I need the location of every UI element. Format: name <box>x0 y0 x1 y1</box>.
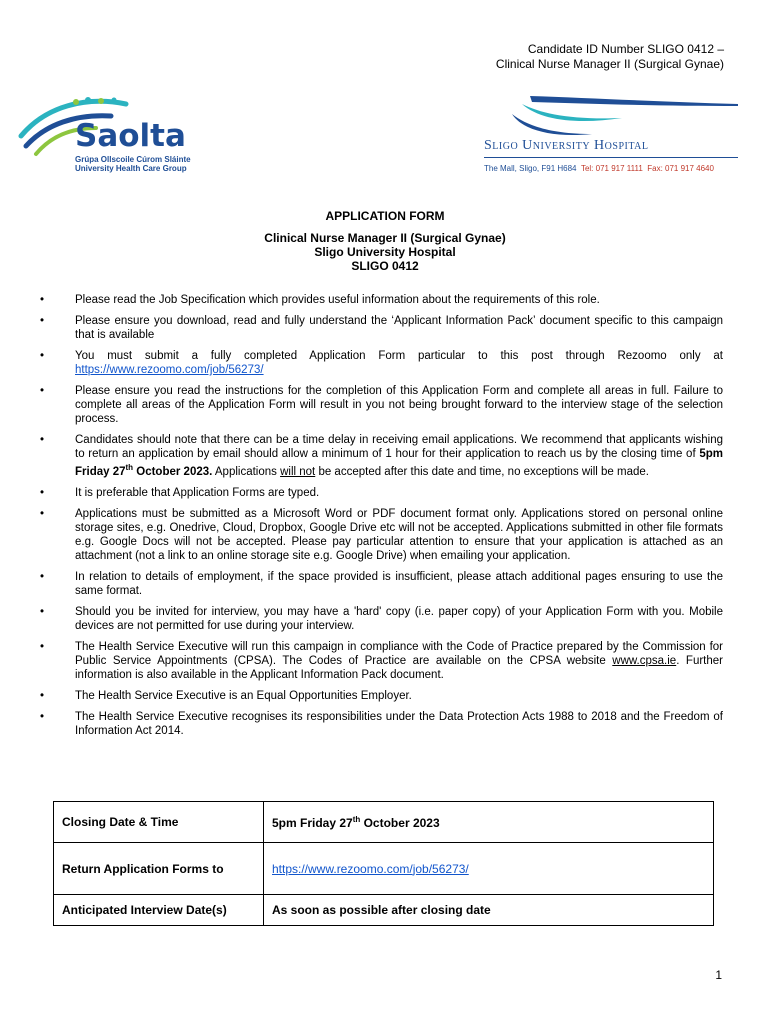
instruction-text: Please read the Job Specification which provides useful information about the requirements of this role. <box>75 294 600 306</box>
closing-date-label: Closing Date & Time <box>54 802 264 843</box>
list-item <box>40 640 723 682</box>
instruction-text: It is preferable that Application Forms are typed. <box>75 486 320 499</box>
bullet-icon: • <box>40 640 45 653</box>
instruction-text: You must submit a fully completed Application Form particular to this post through Rezoomo only at <box>75 350 723 362</box>
candidate-post-line: Clinical Nurse Manager II (Surgical Gynae) <box>495 57 724 71</box>
list-item <box>40 486 723 500</box>
saolta-logo-subtitle-english: University Health Care Group <box>75 164 187 173</box>
instruction-text: Applications <box>212 465 281 478</box>
hospital-address <box>484 164 714 173</box>
candidate-id-header <box>496 42 724 72</box>
list-item <box>40 570 723 598</box>
list-item <box>40 293 723 307</box>
instruction-text: Please ensure you read the instructions for the completion of this Application Form and complete all areas in full. Failure to complete all areas of the Application Form will result in you not being brought forward to the interview stage of the selection process. <box>75 385 723 425</box>
instruction-text: be accepted after this date and time, no exceptions will be made. <box>315 465 649 478</box>
rezoomo-table-link[interactable]: https://www.rezoomo.com/job/56273/ <box>272 861 469 876</box>
hospital-telephone: Tel: 071 917 1111 <box>580 164 643 173</box>
list-item <box>40 384 723 426</box>
closing-date-value <box>264 802 714 843</box>
instruction-text: The Health Service Executive is an Equal Opportunities Employer. <box>75 689 412 702</box>
instruction-text: The Health Service Executive recognises its responsibilities under the Data Protection Acts 1988 to 2018 and the Freedom of Information Act 2014. <box>75 710 723 737</box>
hospital-address-street: The Mall, Sligo, F91 H684 <box>484 164 577 173</box>
post-title: Clinical Nurse Manager II (Surgical Gynae) <box>264 231 506 245</box>
ordinal-suffix: th <box>125 463 134 472</box>
list-item <box>40 433 723 479</box>
application-details-table <box>53 801 714 926</box>
bullet-icon: • <box>40 570 45 583</box>
bullet-icon: • <box>40 315 45 327</box>
return-forms-value <box>264 843 714 895</box>
hospital-wave-icon <box>482 94 738 144</box>
hospital-title: Sligo University Hospital <box>314 245 456 259</box>
rezoomo-link[interactable]: https://www.rezoomo.com/job/56273/ <box>75 364 264 376</box>
saolta-logo-text: Saolta <box>75 118 186 154</box>
hospital-logo-divider <box>484 157 738 158</box>
cpsa-link[interactable]: www.cpsa.ie <box>612 654 677 667</box>
closing-date-month: October 2023 <box>360 815 440 830</box>
saolta-logo-subtitle-irish: Grúpa Ollscoile Cúrom Sláinte <box>75 155 191 164</box>
instruction-text: . Further information is also available in the Applicant Information Pack document. <box>75 654 723 681</box>
hospital-logo-name: Sligo University Hospital <box>484 138 649 153</box>
instruction-text: Please ensure you download, read and fully understand the ‘Applicant Information Pack’ document specific to this campaign that is available <box>75 315 723 341</box>
ordinal-suffix: th <box>352 814 361 824</box>
instructions-list <box>40 293 723 745</box>
bullet-icon: • <box>40 605 45 618</box>
instruction-text: In relation to details of employment, if the space provided is insufficient, please attach additional pages ensuring to use the same format. <box>75 570 723 597</box>
list-item <box>40 689 723 703</box>
table-row <box>54 802 714 843</box>
table-row <box>54 843 714 895</box>
instruction-text: The Health Service Executive will run this campaign in compliance with the Code of Practice prepared by the Commission for Public Service Appointments (CPSA). The Codes of Practice are available on the CPSA website <box>75 640 723 667</box>
list-item <box>40 605 723 633</box>
table-row <box>54 895 714 926</box>
closing-month-bold: October 2023. <box>133 465 213 478</box>
instruction-text: Should you be invited for interview, you may have a 'hard' copy (i.e. paper copy) of your Application Form with you. Mobile devices are not permitted for use during your interview. <box>75 605 723 632</box>
hospital-fax: Fax: 071 917 4640 <box>647 164 714 173</box>
return-forms-label: Return Application Forms to <box>54 843 264 895</box>
list-item <box>40 314 723 342</box>
bullet-icon: • <box>40 294 45 306</box>
bullet-icon: • <box>40 486 45 499</box>
bullet-icon: • <box>40 507 45 520</box>
bullet-icon: • <box>40 689 45 702</box>
will-not-underlined: will not <box>280 465 316 478</box>
interview-date-value: As soon as possible after closing date <box>264 895 714 926</box>
form-title: APPLICATION FORM <box>325 209 445 223</box>
bullet-icon: • <box>40 385 45 397</box>
bullet-icon: • <box>40 434 45 446</box>
closing-date-day: 5pm Friday 27 <box>272 815 353 830</box>
closing-date-bold: 5pm Friday 27 <box>75 448 723 478</box>
reference-title: SLIGO 0412 <box>351 259 419 273</box>
list-item <box>40 349 723 377</box>
instruction-text: Candidates should note that there can be a time delay in receiving email applications. We recommend that applicants wishing to return an application by email should allow a minimum of 1 hour for their application to reach us by the closing time of <box>75 434 723 460</box>
candidate-id-line: Candidate ID Number SLIGO 0412 – <box>527 42 724 56</box>
list-item <box>40 710 723 738</box>
instruction-text: Applications must be submitted as a Microsoft Word or PDF document format only. Applications stored on personal online storage sites, e.g. Onedrive, Cloud, Dropbox, Google Drive etc will not be accepted. Applications submitted in other file formats e.g. Google Docs will not be accepted. Please pay particular attention to ensure that your application is attached as an attachment (not a link to an online storage site e.g. Google Drive) when emailing your application. <box>75 507 723 562</box>
interview-date-label: Anticipated Interview Date(s) <box>54 895 264 926</box>
bullet-icon: • <box>40 710 45 723</box>
list-item <box>40 507 723 563</box>
bullet-icon: • <box>40 350 45 362</box>
page-number: 1 <box>715 968 722 982</box>
